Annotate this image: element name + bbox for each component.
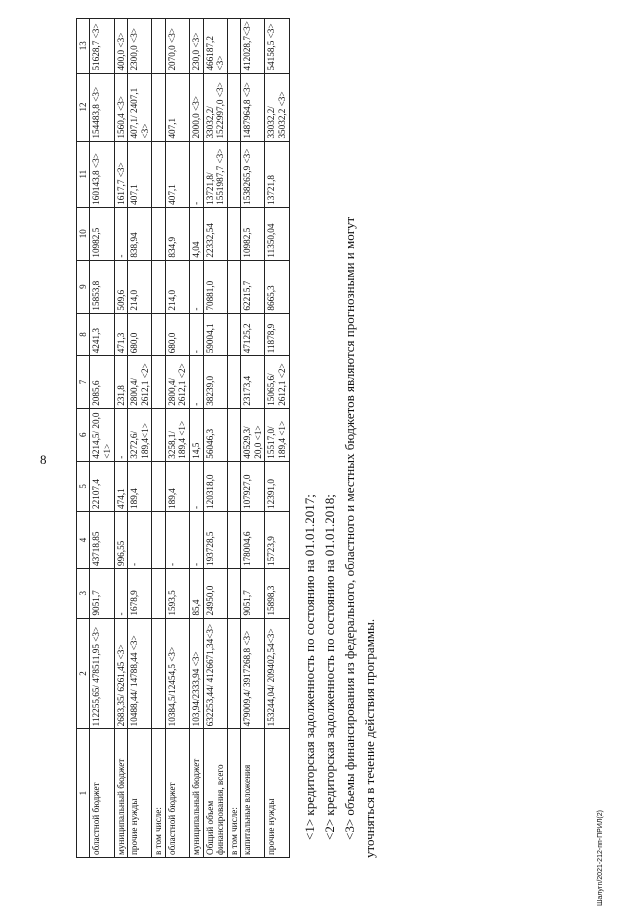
- table-cell: [152, 141, 166, 207]
- table-cell: 214,0: [128, 260, 152, 313]
- footnote-1: <1> кредиторская задолженность по состоянию на 01.01.2017;: [301, 494, 317, 840]
- table-cell: -: [114, 207, 128, 260]
- table-cell: [152, 408, 166, 461]
- table-cell: 474,1: [114, 461, 128, 511]
- table-cell: [227, 207, 241, 260]
- table-cell: [227, 408, 241, 461]
- table-cell: [152, 19, 166, 74]
- table-cell: 4,04: [189, 207, 203, 260]
- table-cell: 189,4: [128, 461, 152, 511]
- row-label-cell: в том числе:: [227, 729, 241, 858]
- table-cell: [152, 260, 166, 313]
- table-cell: 38239,0: [203, 356, 227, 408]
- header-cell: 6: [77, 408, 90, 461]
- table-cell: -: [189, 141, 203, 207]
- table-cell: 15898,3: [265, 569, 289, 619]
- table-cell: [152, 569, 166, 619]
- table-cell: 10488,44/ 14788,44 <3>: [128, 618, 152, 729]
- table-cell: -: [114, 408, 128, 461]
- table-cell: 214,0: [165, 260, 189, 313]
- table-cell: 62215,7: [241, 260, 265, 313]
- table-cell: 22107,4: [90, 461, 114, 511]
- table-row: [114, 19, 128, 858]
- footnotes: [300, 18, 381, 858]
- row-label-cell: капитальные вложения: [241, 729, 265, 858]
- table-cell: 112255,65/ 478511,95 <3>: [90, 618, 114, 729]
- table-cell: 120318,0: [203, 461, 227, 511]
- table-cell: 3258,1/ 189,4 <1>: [165, 408, 189, 461]
- header-cell: 2: [77, 618, 90, 729]
- table-cell: -: [128, 511, 152, 568]
- table-cell: 230,0 <3>: [189, 19, 203, 74]
- footnote-2: <2> кредиторская задолженность по состоянию на 01.01.2018;: [321, 494, 337, 840]
- row-label-cell: муниципальный бюджет: [189, 729, 203, 858]
- table-cell: 412028,7<3>: [241, 19, 265, 74]
- table-cell: 231,8: [114, 356, 128, 408]
- table-cell: -: [114, 569, 128, 619]
- table-cell: 10384,5/12454,5 <3>: [165, 618, 189, 729]
- table-row: [203, 19, 227, 858]
- row-label-cell: областной бюджет: [90, 729, 114, 858]
- table-cell: 1617,7 <3>: [114, 141, 128, 207]
- table-cell: 471,3: [114, 313, 128, 356]
- table-cell: 2085,6: [90, 356, 114, 408]
- header-cell: 3: [77, 569, 90, 619]
- table-cell: 10982,5: [90, 207, 114, 260]
- header-cell: 1: [77, 729, 90, 858]
- table-cell: 13721,8/ 1551987,7 <3>: [203, 141, 227, 207]
- table-cell: [227, 260, 241, 313]
- table-cell: -: [189, 511, 203, 568]
- header-cell: 12: [77, 73, 90, 141]
- table-cell: 51628,7 <3>: [90, 19, 114, 74]
- table-cell: [152, 313, 166, 356]
- table-cell: 2683,35/ 6261,45 <3>: [114, 618, 128, 729]
- table-cell: [152, 73, 166, 141]
- row-label-cell: прочие нужды: [128, 729, 152, 858]
- financing-table: [76, 18, 290, 858]
- table-cell: 834,9: [165, 207, 189, 260]
- table-cell: 10982,5: [241, 207, 265, 260]
- table-cell: 1678,9: [128, 569, 152, 619]
- table-cell: 407,1: [128, 141, 152, 207]
- row-label-cell: прочие нужды: [265, 729, 289, 858]
- table-cell: 632253,44/ 4126671,34<3>: [203, 618, 227, 729]
- table-cell: 14,5: [189, 408, 203, 461]
- table-cell: [227, 313, 241, 356]
- header-cell: 5: [77, 461, 90, 511]
- table-header-row: [77, 19, 90, 858]
- table-cell: 680,0: [165, 313, 189, 356]
- table-row: [227, 19, 241, 858]
- table-cell: [227, 141, 241, 207]
- table-cell: 1487964,8 <3>: [241, 73, 265, 141]
- table-cell: 24950,0: [203, 569, 227, 619]
- table-cell: 11878,9: [265, 313, 289, 356]
- table-cell: [152, 511, 166, 568]
- table-cell: [152, 461, 166, 511]
- table-cell: 407,1: [165, 141, 189, 207]
- table-cell: 4214,5/ 20,0 <1>: [90, 408, 114, 461]
- table-cell: 154483,8 <3>: [90, 73, 114, 141]
- table-cell: 23173,4: [241, 356, 265, 408]
- table-cell: 1560,4 <3>: [114, 73, 128, 141]
- table-cell: 2070,0 <3>: [165, 19, 189, 74]
- table-cell: 153244,04/ 209402,54<3>: [265, 618, 289, 729]
- table-cell: 178004,6: [241, 511, 265, 568]
- table-cell: 11350,04: [265, 207, 289, 260]
- header-cell: 9: [77, 260, 90, 313]
- table-cell: 85,4: [189, 569, 203, 619]
- table-row: [128, 19, 152, 858]
- table-cell: 9051,7: [241, 569, 265, 619]
- table-cell: 15065,6/ 2612,1 <2>: [265, 356, 289, 408]
- table-cell: 509,6: [114, 260, 128, 313]
- header-cell: 11: [77, 141, 90, 207]
- table-row: [241, 19, 265, 858]
- header-cell: 10: [77, 207, 90, 260]
- table-cell: [227, 569, 241, 619]
- table-cell: 103,94/2333,94 <3>: [189, 618, 203, 729]
- table-cell: 54158,5 <3>: [265, 19, 289, 74]
- table-cell: 160143,8 <3>: [90, 141, 114, 207]
- table-cell: 2300,0 <3>: [128, 19, 152, 74]
- table-row: [152, 19, 166, 858]
- header-cell: 4: [77, 511, 90, 568]
- table-cell: 33032,2/ 35032,2 <3>: [265, 73, 289, 141]
- header-cell: 8: [77, 313, 90, 356]
- table-cell: 407,1: [165, 73, 189, 141]
- rotated-content: [76, 18, 396, 858]
- row-label-cell: областной бюджет: [165, 729, 189, 858]
- table-cell: 59004,1: [203, 313, 227, 356]
- footnote-3: <3> объемы финансирования из федерального, областного и местных бюджетов являются прогнозными и могут: [341, 216, 357, 840]
- table-cell: 996,55: [114, 511, 128, 568]
- table-cell: 189,4: [165, 461, 189, 511]
- table-cell: 43718,85: [90, 511, 114, 568]
- row-label-cell: муниципальный бюджет: [114, 729, 128, 858]
- table-cell: 70881,0: [203, 260, 227, 313]
- table-cell: 40529,3/ 20,0 <1>: [241, 408, 265, 461]
- table-cell: 56046,3: [203, 408, 227, 461]
- table-cell: 680,0: [128, 313, 152, 356]
- table-cell: 4241,3: [90, 313, 114, 356]
- table-cell: 407,1/ 2407,1 <3>: [128, 73, 152, 141]
- table-cell: 15723,9: [265, 511, 289, 568]
- table-cell: [227, 461, 241, 511]
- table-cell: [152, 356, 166, 408]
- table-cell: -: [189, 461, 203, 511]
- table-cell: 838,94: [128, 207, 152, 260]
- header-cell: 13: [77, 19, 90, 74]
- table-cell: 1593,5: [165, 569, 189, 619]
- table-row: [189, 19, 203, 858]
- table-cell: 466187,2 <3>: [203, 19, 227, 74]
- table-cell: 2000,0 <3>: [189, 73, 203, 141]
- table-cell: [152, 207, 166, 260]
- table-cell: [152, 618, 166, 729]
- table-cell: -: [165, 511, 189, 568]
- table-cell: 479009,4/ 3917268,8 <3>: [241, 618, 265, 729]
- row-label-cell: в том числе:: [152, 729, 166, 858]
- table-row: [265, 19, 289, 858]
- table-cell: [227, 356, 241, 408]
- table-cell: 12391,0: [265, 461, 289, 511]
- table-cell: 193728,5: [203, 511, 227, 568]
- table-cell: 2800,4/ 2612,1 <2>: [165, 356, 189, 408]
- table-cell: -: [189, 260, 203, 313]
- footer-document-code: Шалугn/2021-212-пп-ПРИЛ(2): [597, 810, 604, 906]
- table-cell: 1538265,9 <3>: [241, 141, 265, 207]
- table-cell: 9051,7: [90, 569, 114, 619]
- table-cell: [227, 19, 241, 74]
- table-cell: 22332,54: [203, 207, 227, 260]
- table-cell: 3272,6/ 189,4<1>: [128, 408, 152, 461]
- footnote-3-continuation: уточняться в течение действия программы.: [362, 618, 378, 858]
- table-cell: 400,0 <3>: [114, 19, 128, 74]
- table-cell: [227, 73, 241, 141]
- table-cell: [227, 618, 241, 729]
- table-cell: 13721,8: [265, 141, 289, 207]
- table-cell: -: [189, 313, 203, 356]
- table-row: [90, 19, 114, 858]
- table-cell: 8665,3: [265, 260, 289, 313]
- table-cell: -: [189, 356, 203, 408]
- row-label-cell: Общий объем финансирования, всего: [203, 729, 227, 858]
- page-number: 8: [40, 452, 47, 467]
- table-cell: 33032,2/ 1522997,0 <3>: [203, 73, 227, 141]
- table-cell: 15853,8: [90, 260, 114, 313]
- table-cell: [227, 511, 241, 568]
- table-cell: 47125,2: [241, 313, 265, 356]
- table-cell: 2800,4/ 2612,1 <2>: [128, 356, 152, 408]
- table-row: [165, 19, 189, 858]
- header-cell: 7: [77, 356, 90, 408]
- table-cell: 107927,0: [241, 461, 265, 511]
- table-cell: 15517,0/ 189,4 <1>: [265, 408, 289, 461]
